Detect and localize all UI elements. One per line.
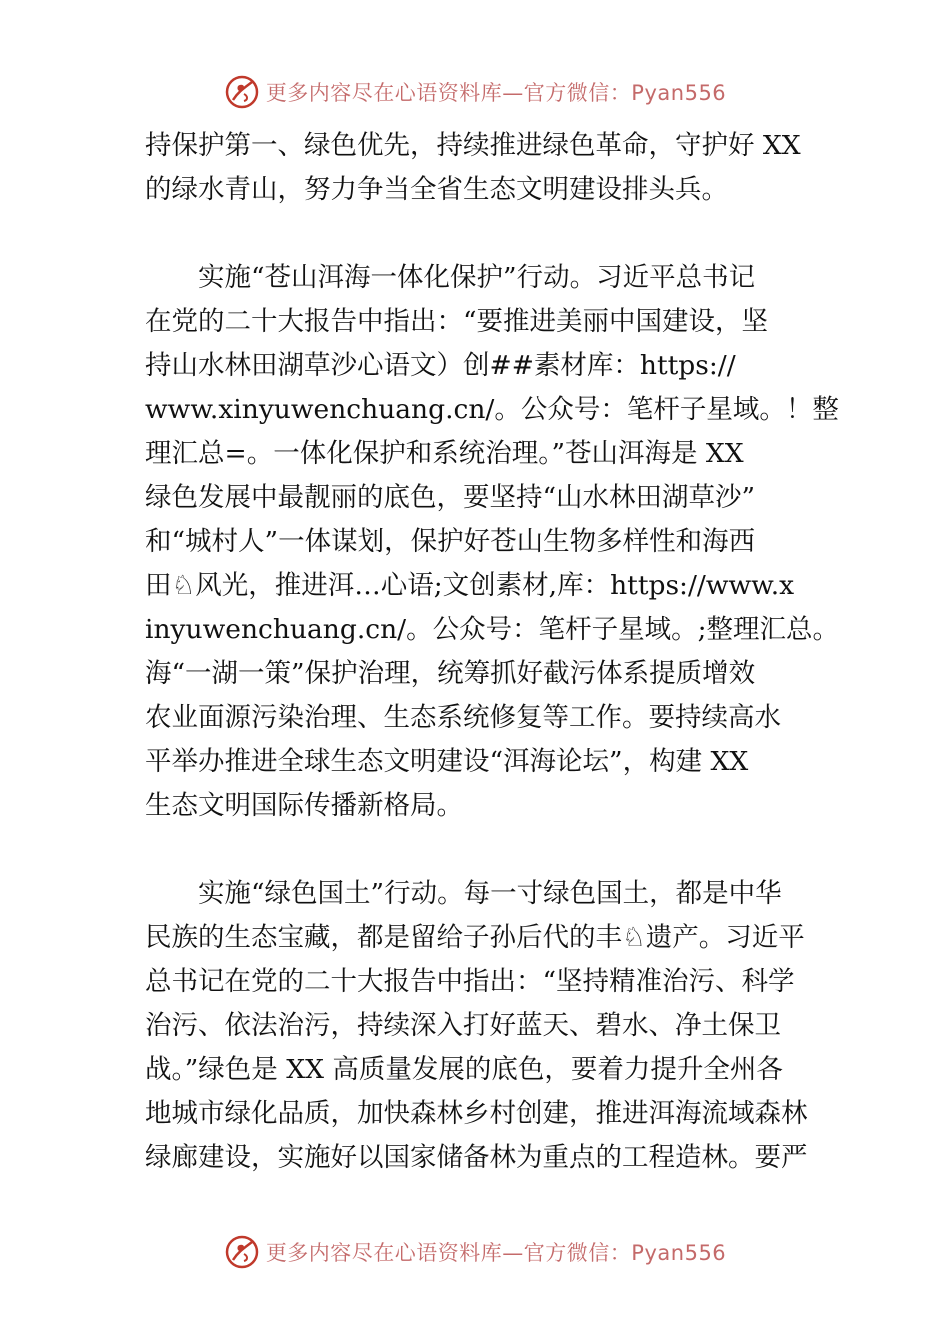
footer-banner [0,1230,950,1274]
header-banner-text: 更多内容尽在心语资料库—官方微信：Pyan556 [265,81,727,105]
text-line: 地城市绿化品质，加快森林乡村创建，推进洱海流域森林 [145,1098,808,1129]
footer-banner-text: 更多内容尽在心语资料库—官方微信：Pyan556 [265,1241,727,1265]
text-line: www.xinyuwenchuang.cn/。公众号：笔杆子星域。！整 [145,394,839,425]
document-body [145,124,840,1180]
header-banner [0,70,950,114]
paragraph-3 [145,872,825,1180]
text-line: 理汇总=。一体化保护和系统治理。”苍山洱海是 XX [145,438,744,469]
text-line: 田♘风光，推进洱…心语;文创素材,库：https://www.x [145,570,795,601]
text-line: 绿色发展中最靓丽的底色，要坚持“山水林田湖草沙” [145,482,756,513]
text-line: 持山水林田湖草沙心语文）创##素材库：https:// [145,350,736,381]
paragraph-2 [145,256,840,828]
rose-logo-icon [224,74,260,110]
text-line: 生态文明国际传播新格局。 [145,790,463,821]
text-line: 在党的二十大报告中指出：“要推进美丽中国建设，坚 [145,306,769,337]
text-line: 治污、依法治污，持续深入打好蓝天、碧水、净土保卫 [145,1010,781,1041]
text-line: 持保护第一、绿色优先，持续推进绿色革命，守护好 XX [145,130,801,161]
text-line: 实施“苍山洱海一体化保护”行动。习近平总书记 [145,262,756,293]
text-line: 海“一湖一策”保护治理，统筹抓好截污体系提质增效 [145,658,756,689]
text-line: 战。”绿色是 XX 高质量发展的底色，要着力提升全州各 [145,1054,783,1085]
text-line: 的绿水青山，努力争当全省生态文明建设排头兵。 [145,174,728,205]
text-line: 平举办推进全球生态文明建设“洱海论坛”，构建 XX [145,746,749,777]
text-line: 实施“绿色国土”行动。每一寸绿色国土，都是中华 [145,878,782,909]
text-line: 绿廊建设，实施好以国家储备林为重点的工程造林。要严 [145,1142,808,1173]
rose-logo-icon [224,1234,260,1270]
paragraph-1 [145,124,825,212]
text-line: 民族的生态宝藏，都是留给子孙后代的丰♘遗产。习近平 [145,922,805,953]
text-line: 和“城村人”一体谋划，保护好苍山生物多样性和海西 [145,526,756,557]
text-line: inyuwenchuang.cn/。公众号：笔杆子星域。;整理汇总。 [145,614,840,645]
text-line: 总书记在党的二十大报告中指出：“坚持精准治污、科学 [145,966,795,997]
text-line: 农业面源污染治理、生态系统修复等工作。要持续高水 [145,702,781,733]
